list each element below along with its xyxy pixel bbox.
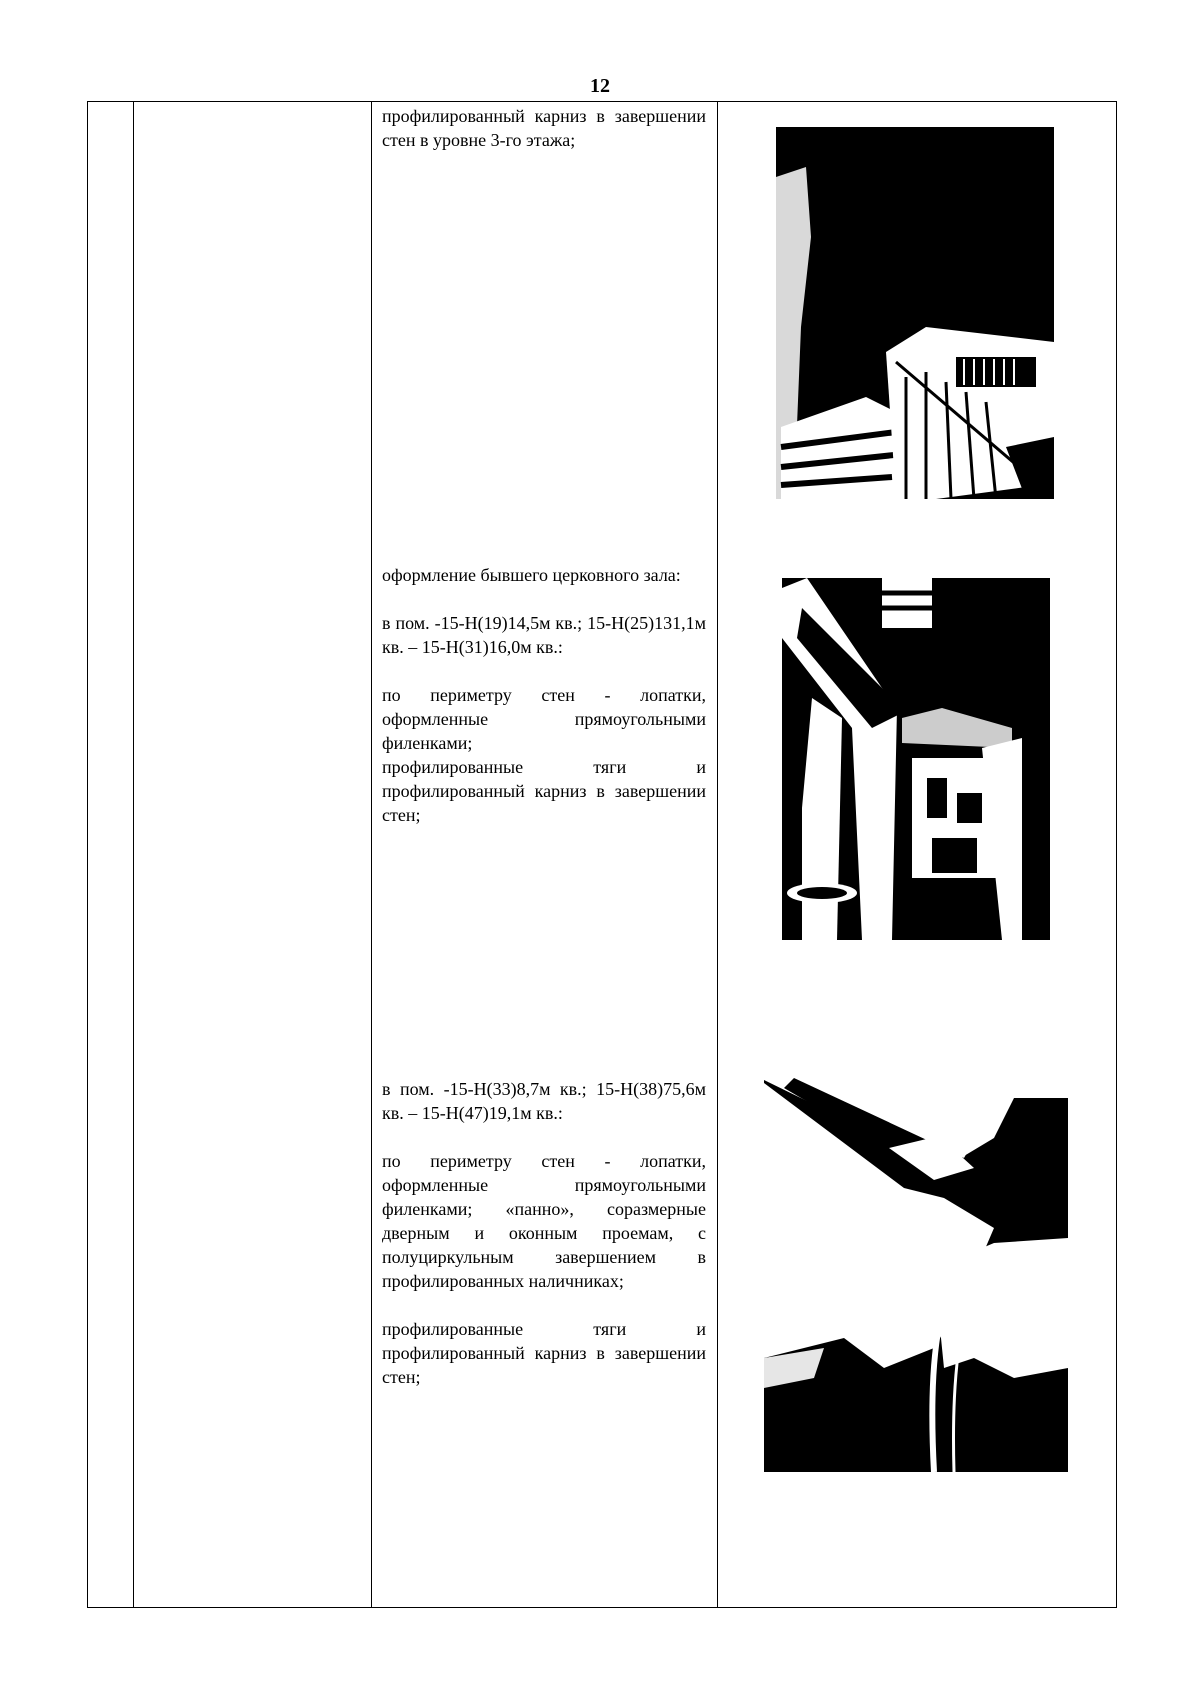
section-3-room-list: в пом. -15-Н(33)8,7м кв.; 15-Н(38)75,6м кв. – 15-Н(47)19,1м кв.: xyxy=(382,1079,706,1123)
arch-ceiling-photo xyxy=(764,1068,1068,1472)
section-1-paragraph: профилированный карниз в завершении стен в уровне 3-го этажа; xyxy=(382,106,706,150)
column-divider-2 xyxy=(371,101,372,1608)
paragraph-gap xyxy=(382,659,706,683)
column-divider-3 xyxy=(717,101,718,1608)
section-3-description xyxy=(382,1077,706,1389)
section-2-description xyxy=(382,563,706,827)
table-border-right xyxy=(1116,101,1117,1608)
section-2-paragraph: по периметру стен - лопатки, оформленные прямоугольными филенками; xyxy=(382,685,706,753)
section-2-heading: оформление бывшего церковного зала: xyxy=(382,565,681,585)
table-border-top xyxy=(87,101,1117,102)
staircase-photo xyxy=(776,127,1054,499)
section-3-paragraph: профилированные тяги и профилированный карниз в завершении стен; xyxy=(382,1319,706,1387)
paragraph-gap xyxy=(382,1293,706,1317)
section-2-paragraph: профилированные тяги и профилированный карниз в завершении стен; xyxy=(382,757,706,825)
column-divider-1 xyxy=(133,101,134,1608)
page-number: 12 xyxy=(590,75,610,97)
section-1-description xyxy=(382,104,706,152)
paragraph-gap xyxy=(382,587,706,611)
table-border-bottom xyxy=(87,1607,1117,1608)
church-hall-photo xyxy=(782,578,1050,940)
paragraph-gap xyxy=(382,1125,706,1149)
section-3-paragraph: по периметру стен - лопатки, оформленные прямоугольными филенками; «панно», соразмерные дверным и оконным проемам, с полуциркульным завершением в профилированных наличниках; xyxy=(382,1151,706,1291)
table-border-left xyxy=(87,101,88,1608)
section-2-room-list: в пом. -15-Н(19)14,5м кв.; 15-Н(25)131,1м кв. – 15-Н(31)16,0м кв.: xyxy=(382,613,706,657)
